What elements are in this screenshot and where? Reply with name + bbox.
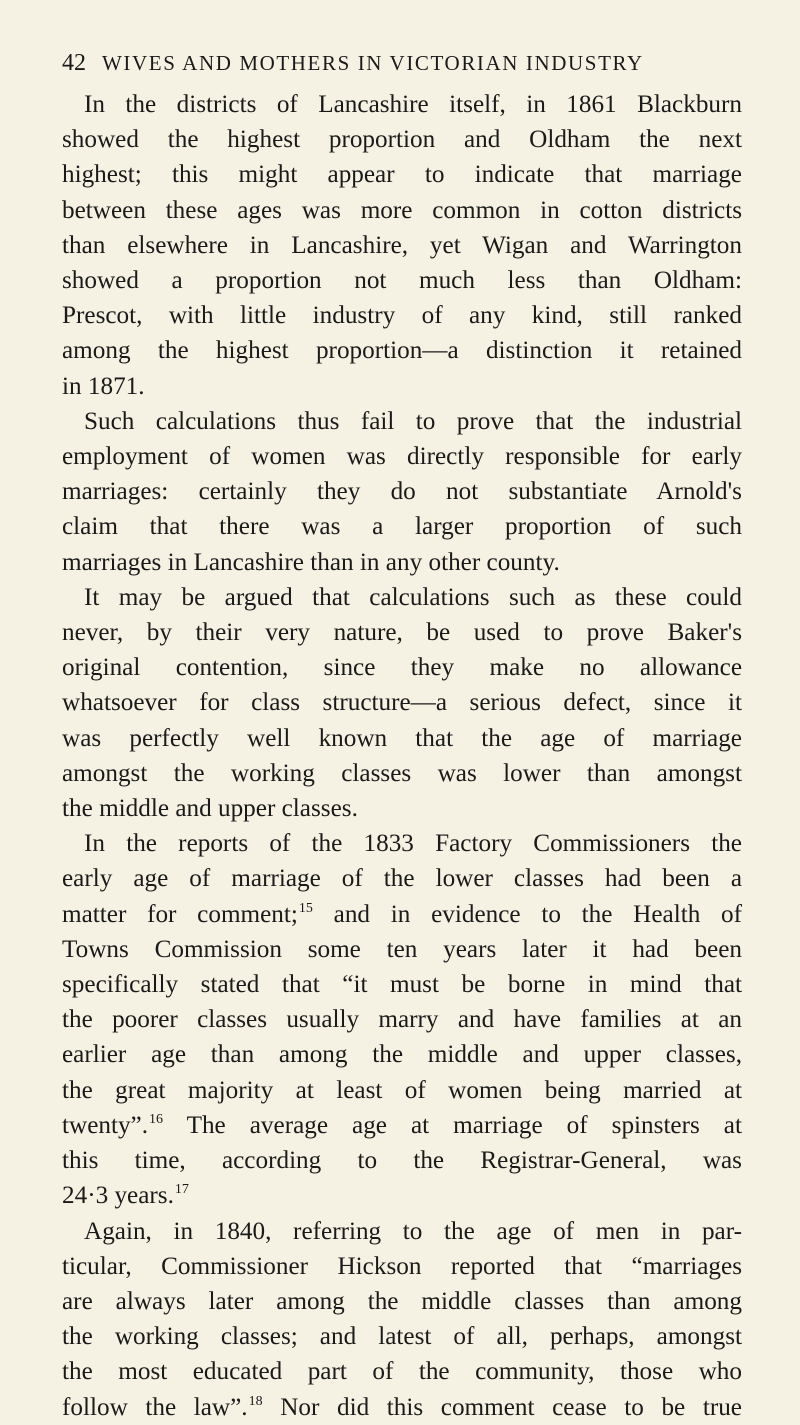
text-line: ticular, Commissioner Hickson reported that “marriages: [62, 1252, 742, 1280]
paragraph: [62, 404, 742, 580]
text-line: showed a proportion not much less than Oldham:: [62, 267, 742, 295]
text-line: marriages: certainly they do not substantiate Arnold's: [62, 478, 742, 506]
text-line: Towns Commission some ten years later it had been: [62, 935, 742, 963]
body-text: [62, 87, 742, 1425]
text-line: [62, 897, 742, 932]
text-line: Prescot, with little industry of any kind, still ranked: [62, 302, 742, 330]
paragraph: [62, 1214, 742, 1425]
text-line: was perfectly well known that the age of marriage: [62, 724, 742, 752]
running-header: [62, 50, 742, 77]
footnote-ref: 18: [248, 1393, 263, 1409]
text-line: [62, 1390, 742, 1425]
text-line: this time, according to the Registrar-General, was: [62, 1147, 742, 1175]
text-line: Again, in 1840, referring to the age of men in par-: [84, 1217, 742, 1245]
paragraph: [62, 580, 742, 826]
text-line: are always later among the middle classes than among: [62, 1287, 742, 1315]
text-line: It may be argued that calculations such as these could: [84, 583, 742, 611]
text-fragment: and in evidence to the Health of: [333, 900, 743, 928]
text-line: the most educated part of the community, those who: [62, 1358, 742, 1386]
running-title: WIVES AND MOTHERS IN VICTORIAN INDUSTRY: [102, 51, 644, 75]
text-line: Such calculations thus fail to prove that the industrial: [84, 407, 742, 435]
text-line: early age of marriage of the lower classes had been a: [62, 865, 742, 893]
text-line: [62, 1108, 742, 1143]
text-line: the middle and upper classes.: [62, 795, 358, 823]
text-line: the poorer classes usually marry and have families at an: [62, 1006, 742, 1034]
paragraph: [62, 826, 742, 1213]
text-fragment: twenty”.: [62, 1111, 149, 1139]
paragraph: [62, 87, 742, 404]
text-line: never, by their very nature, be used to prove Baker's: [62, 619, 742, 647]
page-number: 42: [62, 50, 86, 76]
text-line: whatsoever for class structure—a serious defect, since it: [62, 689, 742, 717]
book-page: [62, 50, 742, 1425]
text-line: employment of women was directly responsible for early: [62, 443, 742, 471]
text-line: marriages in Lancashire than in any other county.: [62, 548, 560, 576]
text-fragment: follow the law”.: [62, 1393, 248, 1421]
text-fragment: 24·3 years.: [62, 1182, 174, 1210]
footnote-ref: 15: [298, 900, 313, 916]
text-line: between these ages was more common in cotton districts: [62, 196, 742, 224]
text-line: In the districts of Lancashire itself, in 1861 Blackburn: [84, 91, 742, 118]
text-line: claim that there was a larger proportion of such: [62, 513, 742, 541]
text-line: showed the highest proportion and Oldham the next: [62, 126, 742, 154]
text-line: highest; this might appear to indicate that marriage: [62, 161, 742, 189]
footnote-ref: 17: [174, 1182, 189, 1198]
text-line: the working classes; and latest of all, perhaps, amongst: [62, 1323, 742, 1351]
text-line: amongst the working classes was lower than amongst: [62, 759, 742, 787]
text-line: original contention, since they make no allowance: [62, 654, 742, 682]
footnote-ref: 16: [149, 1111, 164, 1127]
text-line: earlier age than among the middle and upper classes,: [62, 1041, 742, 1069]
text-line: than elsewhere in Lancashire, yet Wigan and Warrington: [62, 231, 742, 259]
text-line: In the reports of the 1833 Factory Commissioners the: [84, 830, 742, 858]
text-fragment: Nor did this comment cease to be true: [280, 1393, 742, 1421]
text-line: among the highest proportion—a distinction it retained: [62, 337, 742, 365]
text-fragment: The average age at marriage of spinsters at: [186, 1111, 742, 1139]
text-line: the great majority at least of women being married at: [62, 1076, 742, 1104]
text-fragment: matter for comment;: [62, 900, 298, 928]
text-line: [62, 1178, 742, 1213]
text-line: specifically stated that “it must be borne in mind that: [62, 971, 742, 999]
text-line: in 1871.: [62, 372, 145, 400]
